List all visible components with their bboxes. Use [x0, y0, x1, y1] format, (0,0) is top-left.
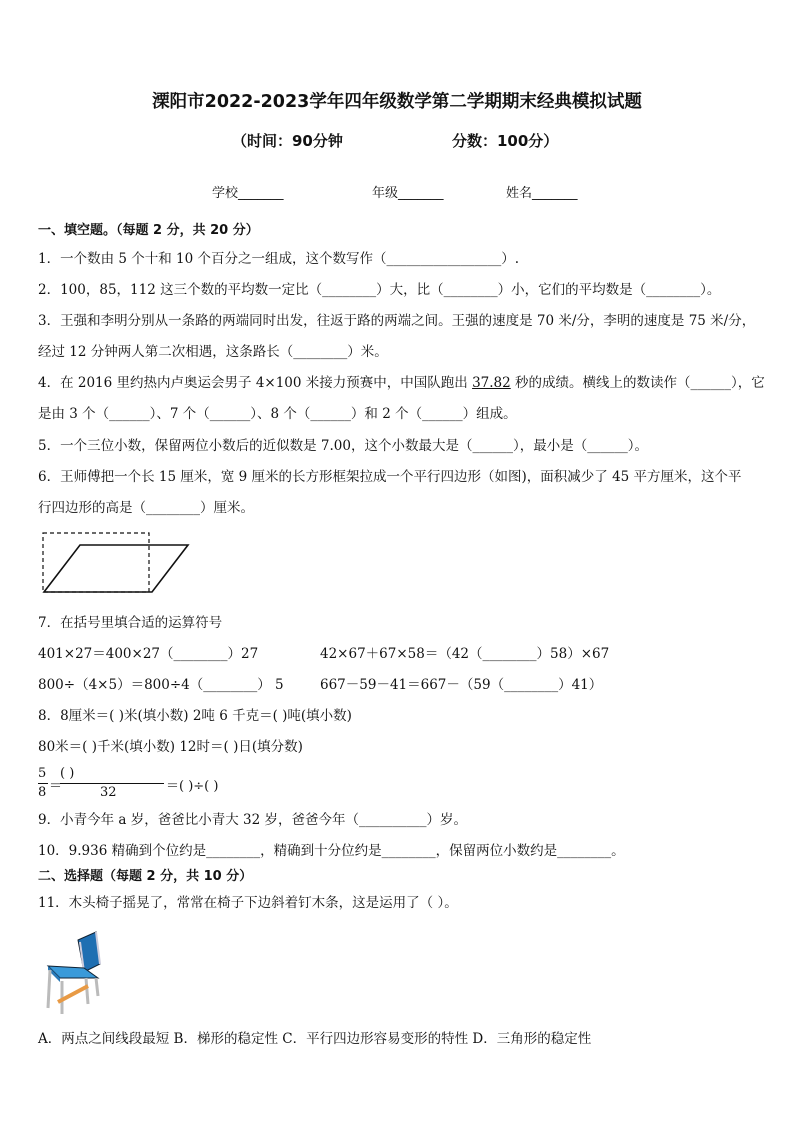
dashed-rectangle — [43, 533, 149, 592]
section2-heading: 二、选择题（每题 2 分，共 10 分） — [38, 869, 253, 884]
question-7-item-1: 401×27＝400×27（________）27 — [38, 646, 259, 662]
fraction2-numerator: ( ) — [60, 766, 75, 781]
question-4-line2: 是由 3 个（______）、7 个（______）、8 个（______）和 2 个（______）组成。 — [38, 406, 517, 422]
question-5: 5．一个三位小数，保留两位小数后的近似数是 7.00，这个小数最大是（______），最小是（______）。 — [38, 438, 648, 454]
question-3-line2: 经过 12 分钟两人第二次相遇，这条路长（________）米。 — [38, 344, 388, 360]
fraction2-denominator: 32 — [100, 785, 117, 800]
chair-illustration — [40, 926, 106, 1016]
parallelogram — [44, 545, 188, 592]
question-4-line1 — [38, 374, 765, 392]
grade-field: 年级_______ — [372, 186, 444, 201]
school-field: 学校_______ — [212, 186, 284, 201]
exam-time: （时间：90分钟 — [232, 132, 343, 150]
name-field: 姓名_______ — [506, 186, 578, 201]
question-7-item-2: 42×67＋67×58＝（42（________）58）×67 — [320, 646, 610, 662]
q4-number: 37.82 — [472, 375, 511, 391]
page-title: 溧阳市2022-2023学年四年级数学第二学期期末经典模拟试题 — [152, 92, 642, 112]
question-11: 11．木头椅子摇晃了，常常在椅子下边斜着钉木条，这是运用了（ ）。 — [38, 895, 458, 911]
question-7: 7．在括号里填合适的运算符号 — [38, 615, 223, 631]
fraction-numerator: 5 — [38, 766, 47, 781]
fraction2-bar — [60, 783, 164, 784]
question-7-item-3: 800÷（4×5）＝800÷4（________） 5 — [38, 677, 284, 693]
question-8-line1: 8．8厘米＝( )米(填小数) 2吨 6 千克＝( )吨(填小数) — [38, 708, 352, 724]
section1-heading: 一、填空题。（每题 2 分，共 20 分） — [38, 223, 259, 238]
fraction-tail: ＝( )÷( ) — [166, 779, 219, 794]
q4-pre: 4．在 2016 里约热内卢奥运会男子 4×100 米接力预赛中，中国队跑出 — [38, 375, 473, 391]
q4-post: 秒的成绩。横线上的数读作（______），它 — [510, 375, 765, 391]
question-1: 1．一个数由 5 个十和 10 个百分之一组成，这个数写作（_________________）. — [38, 251, 520, 267]
question-11-options: A．两点之间线段最短 B．梯形的稳定性 C．平行四边形容易变形的特性 D．三角形的稳定性 — [38, 1031, 592, 1047]
fraction-bar — [38, 783, 48, 784]
question-10: 10．9.936 精确到个位约是________，精确到十分位约是________，保留两位小数约是________。 — [38, 843, 625, 859]
fraction-denominator: 8 — [38, 785, 47, 800]
parallelogram-figure — [40, 530, 192, 596]
question-9: 9．小青今年 a 岁，爸爸比小青大 32 岁，爸爸今年（__________）岁。 — [38, 812, 467, 828]
question-3-line1: 3．王强和李明分别从一条路的两端同时出发，往返于路的两端之间。王强的速度是 70 米/分，李明的速度是 75 米/分， — [38, 313, 756, 329]
question-7-item-4: 667－59－41＝667－（59（________）41） — [320, 677, 603, 693]
question-8-line2: 80米＝( )千米(填小数) 12时＝( )日(填分数) — [38, 739, 303, 755]
question-2: 2．100，85，112 这三个数的平均数一定比（________）大，比（________）小，它们的平均数是（________）。 — [38, 282, 721, 298]
question-6-line2: 行四边形的高是（________）厘米。 — [38, 500, 254, 516]
exam-score: 分数：100分） — [452, 132, 559, 150]
equals-sign: ＝ — [49, 779, 63, 794]
question-6-line1: 6．王师傅把一个长 15 厘米，宽 9 厘米的长方形框架拉成一个平行四边形（如图)，面积减少了 45 平方厘米，这个平 — [38, 469, 742, 485]
